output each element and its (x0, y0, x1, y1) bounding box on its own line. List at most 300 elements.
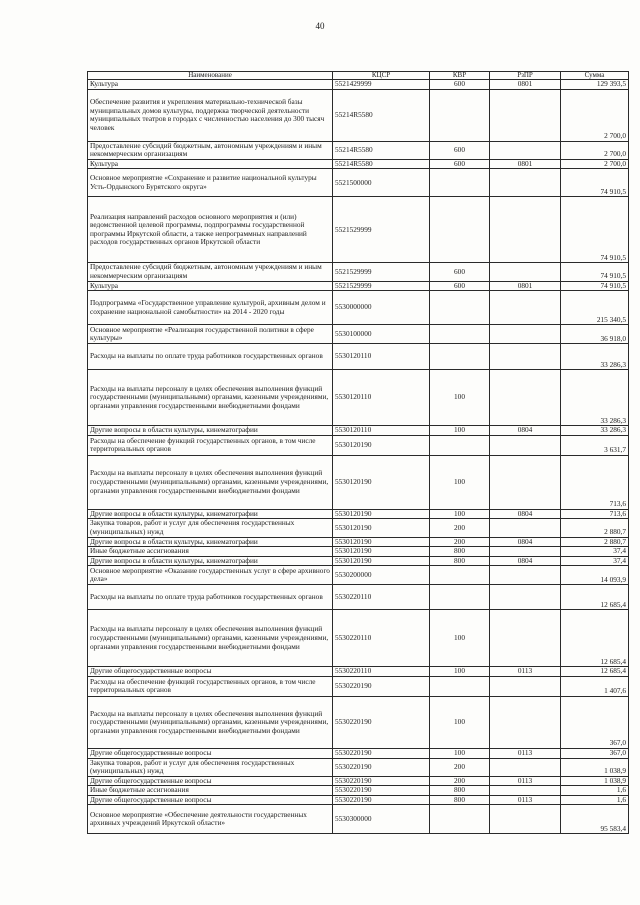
cell-sum (561, 159, 629, 169)
cell-kvr (430, 585, 490, 610)
cell-text: Расходы на выплаты по оплате труда работников государственных органов (90, 592, 323, 602)
cell-sum (561, 610, 629, 667)
cell-text: 5530220190 (335, 681, 372, 691)
cell-text: Расходы на выплаты персоналу в целях обеспечения выполнения функций государственными (муниципальными) органами, казенными учреждениями, органами управления государственными внебюджетными фондами (90, 708, 329, 735)
cell-text: 100 (454, 633, 465, 643)
cell-kcsr (333, 748, 430, 758)
table-row (88, 426, 629, 436)
cell-kcsr (333, 141, 430, 159)
cell-kvr (430, 281, 490, 291)
cell-text: Иные бюджетные ассигнования (90, 546, 189, 556)
cell-name (88, 585, 333, 610)
cell-kvr (430, 667, 490, 677)
cell-rzpr (490, 141, 561, 159)
cell-text: 0804 (517, 425, 533, 435)
cell-text: 200 (454, 522, 465, 532)
cell-kvr (430, 344, 490, 370)
cell-name (88, 758, 333, 776)
cell-rzpr (490, 696, 561, 748)
cell-text: 129 393,5 (596, 79, 626, 88)
cell-text: 5530220190 (335, 761, 372, 771)
table-row (88, 509, 629, 519)
table-row (88, 547, 629, 557)
cell-name (88, 566, 333, 585)
cell-rzpr (490, 556, 561, 566)
cell-text: 2 700,0 (604, 159, 626, 168)
cell-text: 1 038,9 (604, 766, 626, 776)
cell-sum (561, 537, 629, 547)
cell-kvr (430, 805, 490, 834)
cell-text: 3 631,7 (604, 445, 626, 455)
cell-text: 800 (454, 546, 465, 556)
cell-text: 5530120190 (335, 476, 372, 486)
table-row (88, 519, 629, 537)
cell-text: 2 880,7 (604, 526, 626, 536)
cell-name (88, 426, 333, 436)
cell-rzpr (490, 80, 561, 90)
cell-text: 5530120190 (335, 537, 372, 546)
cell-kcsr (333, 263, 430, 281)
cell-name (88, 786, 333, 796)
cell-kcsr (333, 547, 430, 557)
cell-rzpr (490, 758, 561, 776)
cell-sum (561, 344, 629, 370)
cell-text: Культура (90, 159, 118, 168)
header-rzpr: РзПР (490, 72, 561, 80)
cell-text: 37,4 (613, 556, 626, 565)
header-kcsr: КЦСР (333, 72, 430, 80)
cell-rzpr (490, 519, 561, 537)
cell-text: 0801 (517, 79, 533, 88)
cell-text: 1,6 (616, 795, 626, 804)
cell-text: 600 (454, 79, 465, 88)
table-row (88, 344, 629, 370)
cell-name (88, 435, 333, 455)
cell-name (88, 455, 333, 509)
cell-text: 0804 (517, 537, 533, 546)
table-row (88, 89, 629, 141)
cell-text: Другие общегосударственные вопросы (90, 776, 212, 785)
table-row (88, 80, 629, 90)
cell-text: 33 286,3 (600, 425, 626, 435)
cell-kcsr (333, 455, 430, 509)
cell-text: 5530120190 (335, 556, 372, 565)
cell-kcsr (333, 805, 430, 834)
cell-text: 600 (454, 159, 465, 168)
cell-rzpr (490, 748, 561, 758)
cell-text: 5530220190 (335, 748, 372, 757)
cell-kcsr (333, 566, 430, 585)
table-row (88, 291, 629, 325)
cell-rzpr (490, 325, 561, 344)
cell-kcsr (333, 667, 430, 677)
cell-sum (561, 795, 629, 805)
cell-kvr (430, 519, 490, 537)
cell-text: 5530100000 (335, 328, 372, 338)
cell-kvr (430, 696, 490, 748)
page-number: 40 (315, 21, 325, 31)
cell-sum (561, 676, 629, 696)
cell-kcsr (333, 758, 430, 776)
cell-sum (561, 455, 629, 509)
cell-name (88, 281, 333, 291)
cell-sum (561, 325, 629, 344)
cell-text: 2 700,0 (604, 131, 626, 140)
cell-text: 100 (454, 425, 465, 435)
cell-kvr (430, 556, 490, 566)
cell-text: 5530120190 (335, 522, 372, 532)
cell-name (88, 159, 333, 169)
cell-sum (561, 509, 629, 519)
table-row (88, 159, 629, 169)
cell-sum (561, 758, 629, 776)
cell-rzpr (490, 667, 561, 677)
cell-kcsr (333, 556, 430, 566)
cell-sum (561, 281, 629, 291)
cell-text: 0804 (517, 509, 533, 518)
cell-rzpr (490, 89, 561, 141)
cell-sum (561, 776, 629, 786)
cell-rzpr (490, 610, 561, 667)
cell-text: Другие общегосударственные вопросы (90, 795, 212, 804)
cell-rzpr (490, 426, 561, 436)
cell-kvr (430, 795, 490, 805)
cell-sum (561, 805, 629, 834)
cell-text: 5521529999 (335, 266, 372, 276)
cell-kcsr (333, 197, 430, 263)
cell-text: Подпрограмма «Государственное управление культурой, архивным делом и сохранение национальной самобытности» на 2014 - 2020 годы (90, 298, 326, 316)
cell-text: 74 910,5 (600, 186, 626, 196)
cell-text: Основное мероприятие «Обеспечение деятельности государственных архивных учреждений Иркутской области» (90, 809, 307, 828)
cell-text: Культура (90, 281, 118, 290)
cell-sum (561, 169, 629, 197)
cell-text: 0801 (517, 281, 533, 290)
table-row (88, 758, 629, 776)
cell-rzpr (490, 197, 561, 263)
cell-rzpr (490, 776, 561, 786)
header-kvr: КВР (430, 72, 490, 80)
cell-text: Основное мероприятие «Оказание государственных услуг в сфере архивного дела» (90, 565, 330, 584)
table-row (88, 585, 629, 610)
table-body (88, 80, 629, 834)
cell-sum (561, 197, 629, 263)
budget-table (87, 71, 629, 834)
cell-text: 100 (454, 509, 465, 518)
cell-text: 200 (454, 761, 465, 771)
cell-kcsr (333, 610, 430, 667)
cell-rzpr (490, 805, 561, 834)
cell-name (88, 748, 333, 758)
cell-kvr (430, 159, 490, 169)
cell-kcsr (333, 344, 430, 370)
cell-text: Другие вопросы в области культуры, кинематографии (90, 556, 258, 565)
cell-text: 600 (454, 144, 465, 154)
cell-text: 200 (454, 776, 465, 785)
cell-text: 5530220110 (335, 592, 372, 602)
cell-kvr (430, 263, 490, 281)
cell-kvr (430, 325, 490, 344)
cell-name (88, 325, 333, 344)
cell-text: 5530120110 (335, 425, 372, 435)
cell-name (88, 197, 333, 263)
cell-text: 5521429999 (335, 79, 372, 88)
table-row (88, 281, 629, 291)
cell-text: Закупка товаров, работ и услуг для обеспечения государственных (муниципальных) нужд (90, 518, 295, 536)
cell-text: 600 (454, 266, 465, 276)
cell-text: 5530220110 (335, 633, 372, 643)
cell-rzpr (490, 435, 561, 455)
cell-kcsr (333, 325, 430, 344)
cell-text: Другие общегосударственные вопросы (90, 666, 212, 676)
cell-rzpr (490, 370, 561, 426)
cell-text: 600 (454, 281, 465, 290)
cell-rzpr (490, 509, 561, 519)
table-row (88, 805, 629, 834)
cell-text: Культура (90, 79, 118, 88)
table-row (88, 776, 629, 786)
cell-text: 800 (454, 785, 465, 795)
cell-sum (561, 370, 629, 426)
cell-text: 5530220190 (335, 785, 372, 795)
cell-kvr (430, 776, 490, 786)
cell-rzpr (490, 547, 561, 557)
cell-kcsr (333, 435, 430, 455)
cell-kcsr (333, 291, 430, 325)
cell-kcsr (333, 281, 430, 291)
cell-sum (561, 80, 629, 90)
cell-name (88, 795, 333, 805)
table-row (88, 455, 629, 509)
cell-kvr (430, 547, 490, 557)
cell-text: Другие вопросы в области культуры, кинематографии (90, 537, 258, 546)
cell-name (88, 537, 333, 547)
cell-text: 36 918,0 (600, 333, 626, 343)
cell-kcsr (333, 80, 430, 90)
cell-text: Другие вопросы в области культуры, кинематографии (90, 425, 258, 435)
cell-kvr (430, 758, 490, 776)
cell-kvr (430, 610, 490, 667)
cell-rzpr (490, 795, 561, 805)
cell-text: 5521500000 (335, 177, 372, 187)
cell-text: 5530120190 (335, 546, 372, 556)
cell-name (88, 141, 333, 159)
header-sum: Сумма (561, 72, 629, 80)
cell-kvr (430, 197, 490, 263)
cell-text: 800 (454, 556, 465, 565)
cell-text: Основное мероприятие «Реализация государственной политики в сфере культуры» (90, 324, 314, 343)
cell-text: 14 093,9 (600, 574, 626, 584)
cell-name (88, 519, 333, 537)
cell-kvr (430, 370, 490, 426)
cell-sum (561, 696, 629, 748)
cell-rzpr (490, 344, 561, 370)
cell-sum (561, 667, 629, 677)
cell-name (88, 696, 333, 748)
cell-rzpr (490, 455, 561, 509)
cell-sum (561, 566, 629, 585)
cell-rzpr (490, 786, 561, 796)
cell-kcsr (333, 795, 430, 805)
cell-name (88, 547, 333, 557)
cell-sum (561, 426, 629, 436)
table-row (88, 566, 629, 585)
table-row (88, 676, 629, 696)
cell-kvr (430, 291, 490, 325)
cell-text: Расходы на выплаты персоналу в целях обеспечения выполнения функций государственными (муниципальными) органами, казенными учреждениями, органами управления государственными внебюджетными фондами (90, 624, 329, 651)
cell-text: 5530220110 (335, 666, 372, 676)
table-row (88, 263, 629, 281)
cell-sum (561, 141, 629, 159)
cell-rzpr (490, 566, 561, 585)
cell-text: Расходы на обеспечение функций государственных органов, в том числе территориальных органов (90, 435, 316, 454)
cell-kvr (430, 509, 490, 519)
cell-text: Другие вопросы в области культуры, кинематографии (90, 509, 258, 518)
cell-text: 33 286,3 (600, 359, 626, 369)
cell-text: 5530220190 (335, 795, 372, 804)
cell-sum (561, 89, 629, 141)
cell-kcsr (333, 89, 430, 141)
cell-sum (561, 748, 629, 758)
table-row (88, 325, 629, 344)
cell-text: 0804 (517, 556, 533, 565)
cell-name (88, 89, 333, 141)
cell-text: 0113 (517, 795, 533, 804)
cell-rzpr (490, 169, 561, 197)
cell-text: 367,0 (609, 738, 626, 748)
cell-text: 2 700,0 (604, 149, 626, 159)
cell-name (88, 805, 333, 834)
cell-sum (561, 291, 629, 325)
table-row (88, 197, 629, 263)
table-row (88, 141, 629, 159)
cell-text: 1 407,6 (604, 686, 626, 696)
cell-text: Основное мероприятие «Сохранение и развитие национальной культуры Усть-Ордынского Бурятского округа» (90, 173, 317, 191)
table-row (88, 795, 629, 805)
cell-text: Другие общегосударственные вопросы (90, 748, 212, 757)
table-row (88, 435, 629, 455)
cell-kcsr (333, 169, 430, 197)
cell-kcsr (333, 776, 430, 786)
cell-name (88, 370, 333, 426)
cell-text: 100 (454, 476, 465, 486)
cell-kcsr (333, 370, 430, 426)
cell-kvr (430, 426, 490, 436)
cell-text: 215 340,5 (596, 314, 626, 324)
cell-kvr (430, 676, 490, 696)
cell-text: 5530120110 (335, 392, 372, 402)
cell-name (88, 556, 333, 566)
cell-text: 5530120190 (335, 439, 372, 449)
cell-sum (561, 556, 629, 566)
cell-kcsr (333, 519, 430, 537)
cell-text: 1,6 (616, 785, 626, 795)
cell-text: 5530120190 (335, 509, 372, 518)
cell-name (88, 667, 333, 677)
table-row (88, 696, 629, 748)
cell-text: 74 910,5 (600, 281, 626, 290)
cell-text: 2 880,7 (604, 537, 626, 546)
cell-text: 74 910,5 (600, 252, 626, 262)
cell-name (88, 610, 333, 667)
cell-text: Предоставление субсидий бюджетным, автономным учреждениям и иным некоммерческим организациям (90, 141, 322, 159)
table-row (88, 537, 629, 547)
cell-text: 12 685,4 (600, 656, 626, 666)
cell-text: 55214R5580 (335, 109, 373, 119)
cell-text: 100 (454, 666, 465, 676)
cell-text: 0801 (517, 159, 533, 168)
cell-text: 55214R5580 (335, 159, 373, 168)
cell-text: 5521529999 (335, 224, 372, 234)
cell-text: 12 685,4 (600, 666, 626, 676)
cell-text: 33 286,3 (600, 415, 626, 425)
cell-kvr (430, 786, 490, 796)
cell-text: 37,4 (613, 546, 626, 556)
cell-text: 5530220190 (335, 717, 372, 727)
cell-text: Расходы на выплаты персоналу в целях обеспечения выполнения функций государственными (муниципальными) органами, казенными учреждениями, органами управления государственными внебюджетными фондами (90, 383, 329, 410)
cell-name (88, 344, 333, 370)
table-row (88, 786, 629, 796)
cell-text: 0113 (517, 666, 533, 676)
cell-name (88, 676, 333, 696)
cell-text: 100 (454, 392, 465, 402)
cell-rzpr (490, 263, 561, 281)
cell-kvr (430, 89, 490, 141)
cell-rzpr (490, 676, 561, 696)
cell-text: 12 685,4 (600, 599, 626, 609)
cell-sum (561, 585, 629, 610)
cell-kvr (430, 566, 490, 585)
cell-text: 367,0 (609, 748, 626, 757)
cell-text: Расходы на обеспечение функций государственных органов, в том числе территориальных органов (90, 676, 316, 695)
cell-text: 5530120110 (335, 351, 372, 361)
cell-kcsr (333, 786, 430, 796)
table-row (88, 169, 629, 197)
cell-text: 100 (454, 748, 465, 757)
cell-text: Расходы на выплаты по оплате труда работников государственных органов (90, 351, 323, 361)
cell-text: 74 910,5 (600, 270, 626, 280)
header-name: Наименование (88, 72, 333, 80)
cell-text: 1 038,9 (604, 776, 626, 785)
cell-rzpr (490, 159, 561, 169)
cell-rzpr (490, 585, 561, 610)
cell-text: 0113 (517, 748, 533, 757)
cell-text: Иные бюджетные ассигнования (90, 785, 189, 795)
cell-rzpr (490, 281, 561, 291)
cell-kvr (430, 141, 490, 159)
cell-rzpr (490, 537, 561, 547)
table-row (88, 370, 629, 426)
cell-kvr (430, 537, 490, 547)
table-row (88, 748, 629, 758)
cell-text: Обеспечение развития и укрепления материально-технической базы муниципальных домов культуры, поддержка творческой деятельности муниципальных театров в городах с численностью населения до 300 тысяч человек (90, 96, 325, 132)
cell-text: Расходы на выплаты персоналу в целях обеспечения выполнения функций государственными (муниципальными) органами, казенными учреждениями, органами управления государственными внебюджетными фондами (90, 468, 329, 495)
cell-text: Реализация направлений расходов основного мероприятия и (или) ведомственной целевой программы, подпрограммы государственной программы Иркутской области, а также непрограммных направлений расходов государственных органов Иркутской области (90, 211, 307, 247)
cell-text: 800 (454, 795, 465, 804)
cell-text: 5530300000 (335, 814, 372, 824)
cell-name (88, 776, 333, 786)
cell-sum (561, 263, 629, 281)
cell-text: 0113 (517, 776, 533, 785)
table-row (88, 556, 629, 566)
cell-text: 5530200000 (335, 570, 372, 580)
cell-sum (561, 786, 629, 796)
cell-kvr (430, 455, 490, 509)
cell-text: Закупка товаров, работ и услуг для обеспечения государственных (муниципальных) нужд (90, 758, 295, 776)
cell-sum (561, 519, 629, 537)
cell-text: 100 (454, 717, 465, 727)
cell-kcsr (333, 676, 430, 696)
cell-sum (561, 547, 629, 557)
